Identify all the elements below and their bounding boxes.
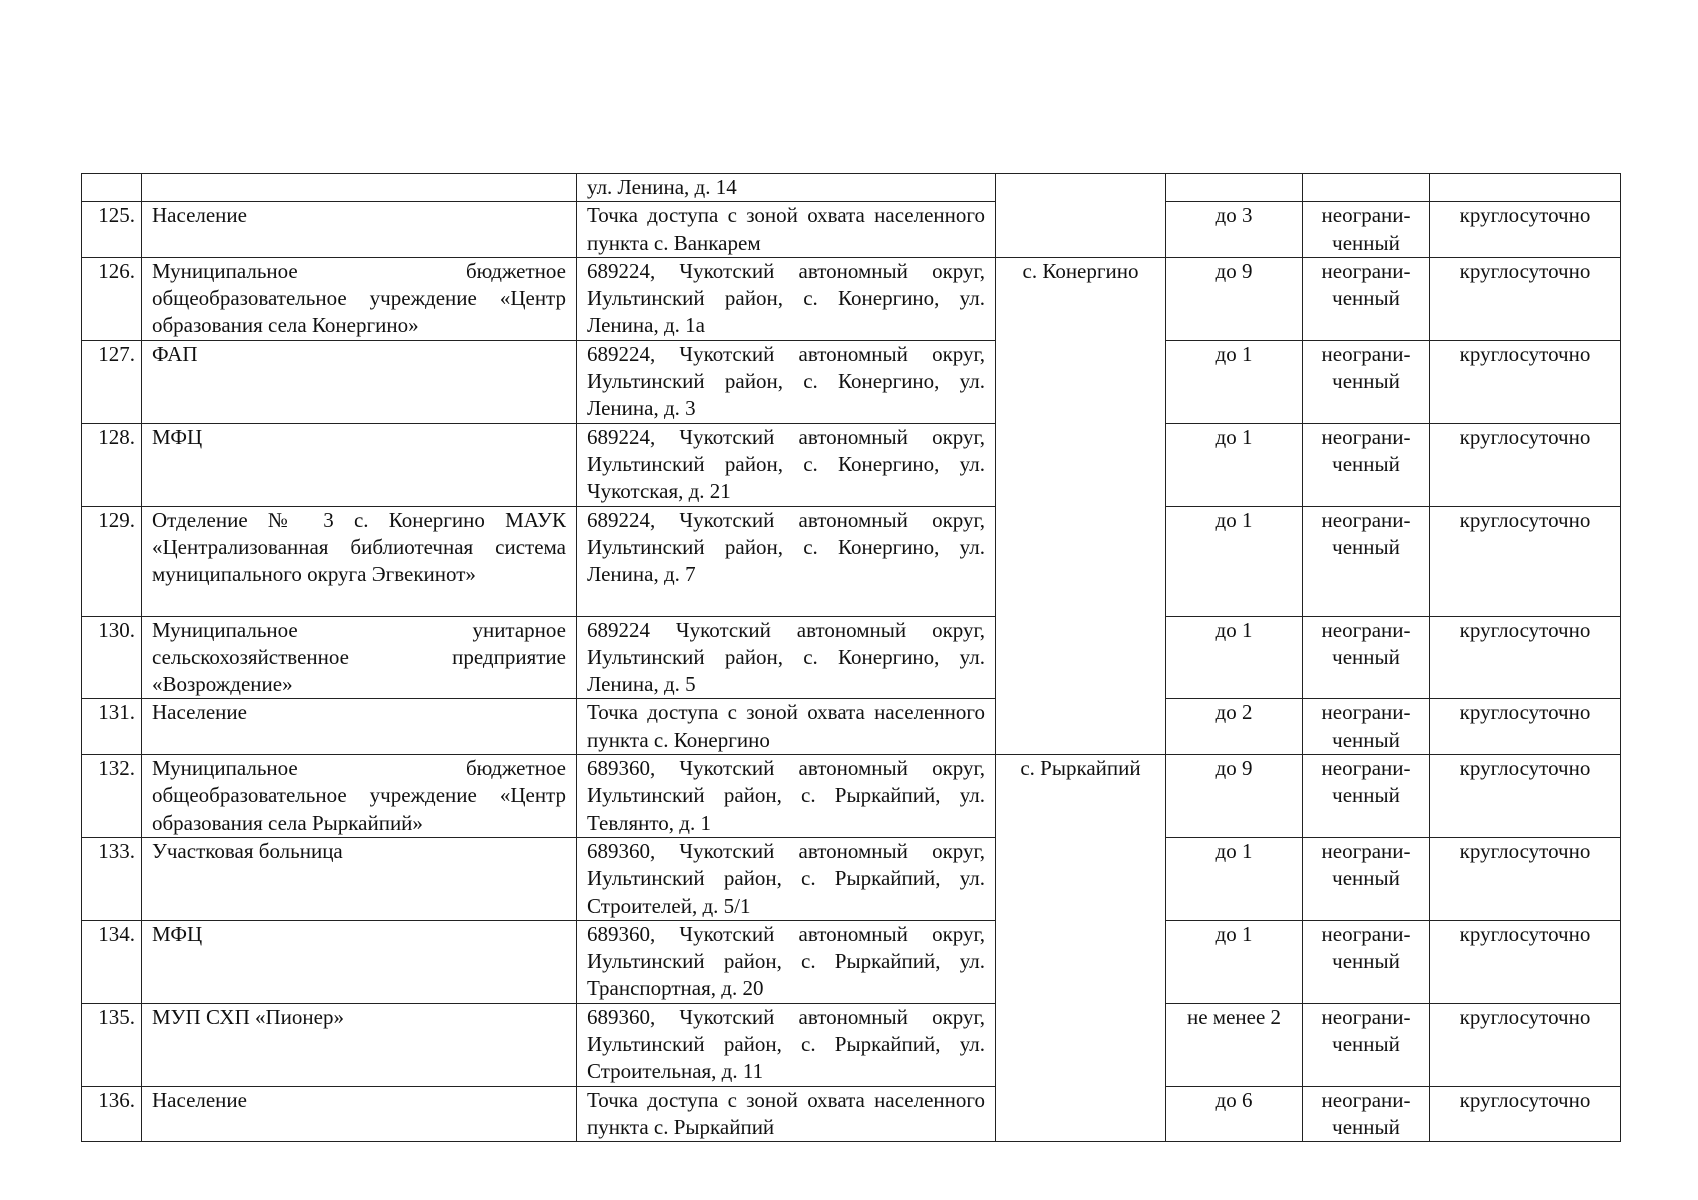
cell-time: круглосуточно (1430, 837, 1621, 920)
cell-number: 128. (82, 423, 142, 506)
cell-address: ул. Ленина, д. 14 (577, 174, 996, 202)
cell-name: ФАП (142, 340, 577, 423)
cell-traffic (1303, 506, 1430, 616)
table-row (82, 257, 1621, 340)
table-row (82, 202, 1621, 258)
traffic-line-2: ченный (1332, 286, 1400, 311)
cell-address: 689224 Чукотский автономный округ, Иультинский район, с. Конергино, ул. Ленина, д. 5 (577, 616, 996, 699)
cell-name: Участковая больница (142, 837, 577, 920)
traffic-line-1: неограни- (1321, 1004, 1411, 1029)
cell-speed: до 2 (1166, 699, 1303, 755)
table-row (82, 837, 1621, 920)
table-row (82, 340, 1621, 423)
cell-traffic (1303, 616, 1430, 699)
traffic-line-1: неограни- (1321, 700, 1411, 725)
cell-number: 136. (82, 1086, 142, 1142)
cell-speed: до 9 (1166, 257, 1303, 340)
cell-address: 689224, Чукотский автономный округ, Иультинский район, с. Конергино, ул. Ленина, д. 1а (577, 257, 996, 340)
cell-address: 689360, Чукотский автономный округ, Иультинский район, с. Рыркайпий, ул. Строителей, д. 5/1 (577, 837, 996, 920)
cell-name: Население (142, 202, 577, 258)
cell-traffic (1303, 1086, 1430, 1142)
cell-number: 134. (82, 920, 142, 1003)
table-row (82, 755, 1621, 838)
traffic-line-1: неограни- (1321, 424, 1411, 449)
cell-address: 689224, Чукотский автономный округ, Иультинский район, с. Конергино, ул. Ленина, д. 7 (577, 506, 996, 616)
traffic-line-1: неограни- (1321, 1087, 1411, 1112)
cell-place-ryrkaypiy: с. Рыркайпий (996, 755, 1166, 1142)
cell-time (1430, 174, 1621, 202)
cell-time: круглосуточно (1430, 1003, 1621, 1086)
traffic-line-2: ченный (1332, 1114, 1400, 1139)
cell-address: 689360, Чукотский автономный округ, Иультинский район, с. Рыркайпий, ул. Тевлянто, д. 1 (577, 755, 996, 838)
cell-name (142, 174, 577, 202)
cell-number: 133. (82, 837, 142, 920)
cell-time: круглосуточно (1430, 1086, 1621, 1142)
cell-name: Муниципальное бюджетное общеобразовательное учреждение «Центр образования села Рыркайпий» (142, 755, 577, 838)
traffic-line-1: неограни- (1321, 921, 1411, 946)
cell-name: МУП СХП «Пионер» (142, 1003, 577, 1086)
traffic-line-2: ченный (1332, 230, 1400, 255)
cell-speed: до 1 (1166, 506, 1303, 616)
cell-number: 125. (82, 202, 142, 258)
cell-speed: до 3 (1166, 202, 1303, 258)
traffic-line-2: ченный (1332, 727, 1400, 752)
table-row (82, 699, 1621, 755)
cell-traffic (1303, 340, 1430, 423)
traffic-line-1: неограни- (1321, 617, 1411, 642)
cell-speed (1166, 174, 1303, 202)
cell-time: круглосуточно (1430, 616, 1621, 699)
traffic-line-1: неограни- (1321, 203, 1411, 228)
traffic-line-2: ченный (1332, 1032, 1400, 1057)
traffic-line-2: ченный (1332, 866, 1400, 891)
cell-time: круглосуточно (1430, 699, 1621, 755)
cell-time: круглосуточно (1430, 506, 1621, 616)
cell-traffic (1303, 755, 1430, 838)
cell-name: Муниципальное унитарное сельскохозяйственное предприятие «Возрождение» (142, 616, 577, 699)
table-row (82, 920, 1621, 1003)
cell-speed: до 6 (1166, 1086, 1303, 1142)
table-row (82, 423, 1621, 506)
cell-time: круглосуточно (1430, 423, 1621, 506)
cell-address: 689224, Чукотский автономный округ, Иультинский район, с. Конергино, ул. Чукотская, д. 21 (577, 423, 996, 506)
traffic-line-2: ченный (1332, 451, 1400, 476)
table-row (82, 1086, 1621, 1142)
cell-traffic (1303, 699, 1430, 755)
cell-name: МФЦ (142, 920, 577, 1003)
cell-time: круглосуточно (1430, 340, 1621, 423)
cell-number: 129. (82, 506, 142, 616)
cell-address: Точка доступа с зоной охвата населенного пункта с. Рыркайпий (577, 1086, 996, 1142)
cell-address: 689224, Чукотский автономный округ, Иультинский район, с. Конергино, ул. Ленина, д. 3 (577, 340, 996, 423)
traffic-line-1: неограни- (1321, 258, 1411, 283)
cell-time: круглосуточно (1430, 920, 1621, 1003)
table-row (82, 506, 1621, 616)
traffic-line-2: ченный (1332, 783, 1400, 808)
cell-number: 132. (82, 755, 142, 838)
cell-speed: до 1 (1166, 340, 1303, 423)
cell-number (82, 174, 142, 202)
cell-place-konergino: с. Конергино (996, 257, 1166, 754)
cell-traffic (1303, 202, 1430, 258)
cell-traffic (1303, 1003, 1430, 1086)
cell-speed: до 1 (1166, 616, 1303, 699)
cell-number: 130. (82, 616, 142, 699)
traffic-line-1: неограни- (1321, 507, 1411, 532)
table-row-continuation (82, 174, 1621, 202)
cell-speed: до 9 (1166, 755, 1303, 838)
traffic-line-2: ченный (1332, 644, 1400, 669)
cell-name: Население (142, 699, 577, 755)
cell-place-vankarem (996, 174, 1166, 258)
cell-number: 135. (82, 1003, 142, 1086)
cell-traffic (1303, 174, 1430, 202)
traffic-line-1: неограни- (1321, 341, 1411, 366)
cell-traffic (1303, 257, 1430, 340)
cell-name: Население (142, 1086, 577, 1142)
cell-speed: до 1 (1166, 837, 1303, 920)
cell-time: круглосуточно (1430, 257, 1621, 340)
document-table (81, 173, 1621, 1142)
traffic-line-2: ченный (1332, 534, 1400, 559)
cell-number: 126. (82, 257, 142, 340)
cell-speed: не менее 2 (1166, 1003, 1303, 1086)
cell-name: Муниципальное бюджетное общеобразовательное учреждение «Центр образования села Конергино» (142, 257, 577, 340)
traffic-line-2: ченный (1332, 369, 1400, 394)
cell-number: 127. (82, 340, 142, 423)
cell-address: Точка доступа с зоной охвата населенного пункта с. Ванкарем (577, 202, 996, 258)
cell-traffic (1303, 837, 1430, 920)
cell-name: Отделение № 3 с. Конергино МАУК «Централизованная библиотечная система муниципального округа Эгвекинот» (142, 506, 577, 616)
cell-traffic (1303, 920, 1430, 1003)
cell-time: круглосуточно (1430, 202, 1621, 258)
cell-name: МФЦ (142, 423, 577, 506)
table-row (82, 1003, 1621, 1086)
cell-speed: до 1 (1166, 920, 1303, 1003)
cell-traffic (1303, 423, 1430, 506)
traffic-line-1: неограни- (1321, 756, 1411, 781)
cell-address: 689360, Чукотский автономный округ, Иультинский район, с. Рыркайпий, ул. Транспортная, д. 20 (577, 920, 996, 1003)
cell-address: Точка доступа с зоной охвата населенного пункта с. Конергино (577, 699, 996, 755)
traffic-line-2: ченный (1332, 949, 1400, 974)
traffic-line-1: неограни- (1321, 838, 1411, 863)
cell-number: 131. (82, 699, 142, 755)
cell-address: 689360, Чукотский автономный округ, Иультинский район, с. Рыркайпий, ул. Строительная, д. 11 (577, 1003, 996, 1086)
cell-time: круглосуточно (1430, 755, 1621, 838)
cell-speed: до 1 (1166, 423, 1303, 506)
table-row (82, 616, 1621, 699)
